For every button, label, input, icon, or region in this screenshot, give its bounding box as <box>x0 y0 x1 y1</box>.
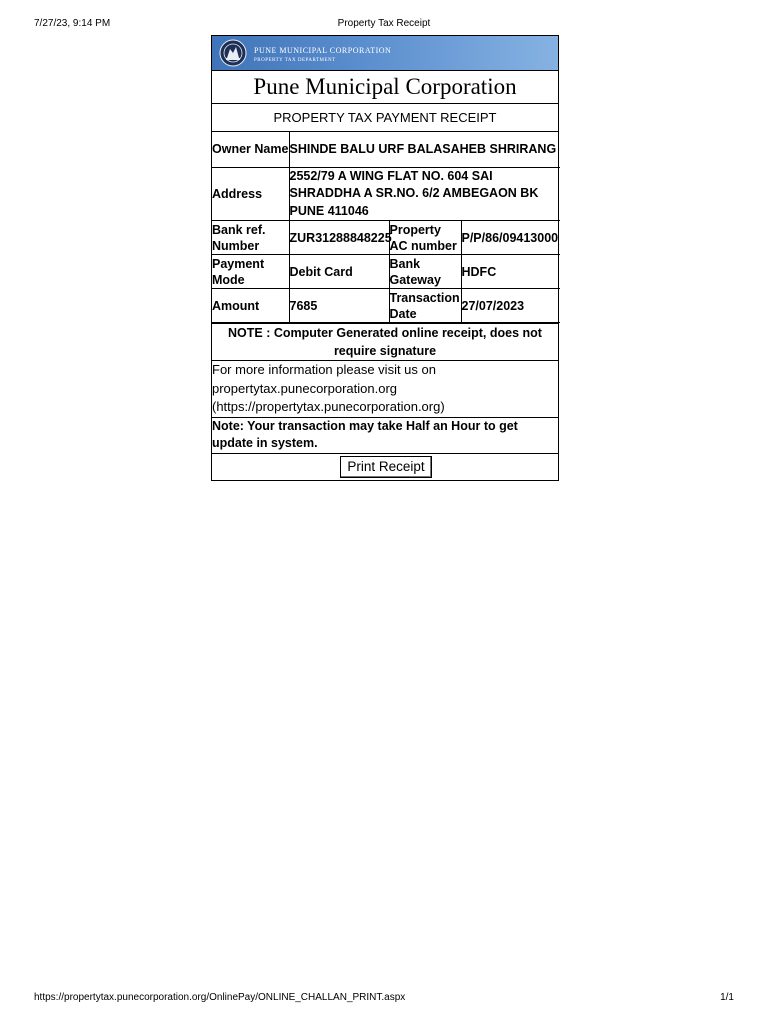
amount-value: 7685 <box>289 289 389 323</box>
banner-title: PUNE MUNICIPAL CORPORATION <box>254 46 392 55</box>
print-header <box>34 18 734 32</box>
print-receipt-button[interactable]: Print Receipt <box>340 456 432 478</box>
print-footer <box>34 992 734 1006</box>
bank-gateway-label: Bank Gateway <box>389 255 461 289</box>
bank-gateway-value: HDFC <box>461 255 560 289</box>
bank-ref-value: ZUR31288848225 <box>289 221 389 255</box>
owner-name-value: SHINDE BALU URF BALASAHEB SHRIRANG <box>289 132 560 167</box>
address-label: Address <box>212 167 289 221</box>
address-value: 2552/79 A WING FLAT NO. 604 SAI SHRADDHA A SR.NO. 6/2 AMBEGAON BK PUNE 411046 <box>289 167 560 221</box>
signature-note: NOTE : Computer Generated online receipt, does not require signature <box>212 323 558 361</box>
municipal-seal-icon <box>218 38 248 68</box>
organization-title: Pune Municipal Corporation <box>212 71 558 104</box>
receipt-details-table <box>212 132 560 323</box>
table-row <box>212 221 560 255</box>
receipt-heading: PROPERTY TAX PAYMENT RECEIPT <box>212 104 558 132</box>
table-row <box>212 255 560 289</box>
print-button-row <box>212 454 558 480</box>
amount-label: Amount <box>212 289 289 323</box>
transaction-note: Note: Your transaction may take Half an Hour to get update in system. <box>212 418 558 454</box>
payment-mode-label: Payment Mode <box>212 255 289 289</box>
transaction-date-value: 27/07/2023 <box>461 289 560 323</box>
table-row <box>212 289 560 323</box>
print-date-time: 7/27/23, 9:14 PM <box>34 18 111 29</box>
transaction-date-label: Transaction Date <box>389 290 460 321</box>
info-text: For more information please visit us on propertytax.punecorporation.org (https://propertytax.punecorporation.org) <box>212 361 558 418</box>
property-ac-label: Property AC number <box>389 221 461 255</box>
bank-ref-label: Bank ref. Number <box>212 221 289 255</box>
receipt-container <box>211 35 559 481</box>
banner-subtitle: PROPERTY TAX DEPARTMENT <box>254 58 336 63</box>
print-page-number: 1/1 <box>720 992 734 1003</box>
owner-name-label: Owner Name <box>212 132 289 167</box>
property-ac-value: P/P/86/09413000 <box>461 221 560 255</box>
table-row <box>212 167 560 221</box>
header-banner <box>212 36 558 71</box>
print-url: https://propertytax.punecorporation.org/OnlinePay/ONLINE_CHALLAN_PRINT.aspx <box>34 992 406 1003</box>
payment-mode-value: Debit Card <box>289 255 389 289</box>
print-page-title: Property Tax Receipt <box>337 18 431 29</box>
table-row <box>212 132 560 167</box>
